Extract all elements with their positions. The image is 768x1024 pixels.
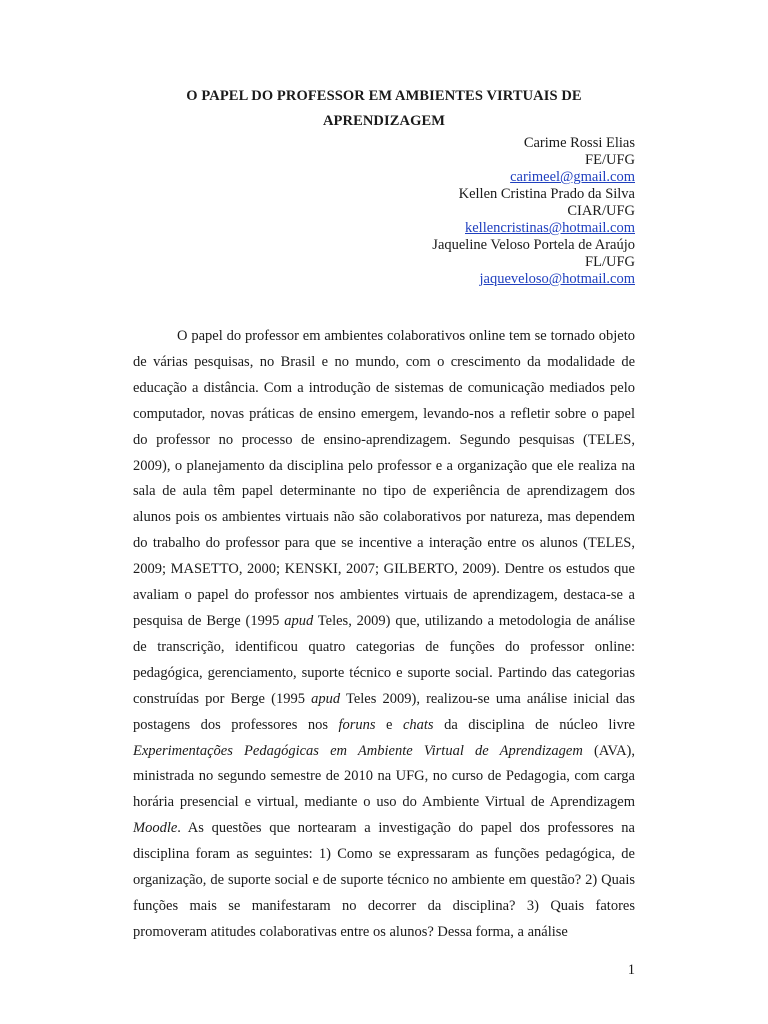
body-text-run: . As questões que nortearam a investigação do papel dos professores na disciplina foram as seguintes: 1) Como se expressaram as funções pedagógica, de organização, de suporte social e de suporte técnico no ambiente em questão? 2) Quais funções mais se manifestaram no decorrer da disciplina? 3) Quais fatores promoveram atitudes colaborativas entre os alunos? Dessa forma, a análise	[133, 820, 635, 940]
body-italic-run: apud	[284, 612, 314, 629]
body-text-run: Teles, 2009) que, utilizando a metodologia de análise de transcrição, identificou quatro categorias de funções do professor online: pedagógica, gerenciamento, suporte técnico e suporte social. Partindo das categorias construídas por Berge (1995	[133, 612, 636, 707]
body-text-run: da disciplina de núcleo livre	[433, 716, 635, 733]
author-email-link[interactable]: carimeel@gmail.com	[510, 169, 635, 185]
page-number: 1	[627, 962, 635, 978]
author-affiliation: FE/UFG	[585, 152, 635, 168]
author-email-link[interactable]: jaqueveloso@hotmail.com	[479, 271, 635, 287]
body-text-run: O papel do professor em ambientes colaborativos online tem se tornado objeto de várias pesquisas, no Brasil e no mundo, com o crescimento da modalidade de educação a distância. Com a introdução de sistemas de comunicação mediados pelo computador, novas práticas de ensino emergem, levando-nos a refletir sobre o papel do professor no processo de ensino-aprendizagem. Segundo pesquisas (TELES, 2009), o planejamento da disciplina pelo professor e a organização que ele realiza na sala de aula têm papel determinante no tipo de experiência de aprendizagem dos alunos pois os ambientes virtuais não são colaborativos por natureza, mas dependem do trabalho do professor para que se incentive a interação entre os alunos (TELES, 2009; MASETTO, 2000; KENSKI, 2007; GILBERTO, 2009). Dentre os estudos que avaliam o papel do professor nos ambientes virtuais de aprendizagem, destaca-se a pesquisa de Berge (1995	[133, 328, 635, 629]
author-name: Kellen Cristina Prado da Silva	[458, 186, 635, 202]
author-name: Jaqueline Veloso Portela de Araújo	[432, 237, 635, 253]
author-name: Carime Rossi Elias	[523, 135, 635, 151]
body-italic-run: Moodle	[133, 820, 178, 837]
body-italic-run: foruns	[338, 716, 376, 733]
body-italic-run: chats	[402, 716, 434, 733]
author-affiliation: FL/UFG	[585, 254, 635, 270]
body-italic-run: apud	[311, 690, 341, 707]
title-line-2: APRENDIZAGEM	[322, 113, 446, 129]
body-text-run: (AVA), ministrada no segundo semestre de 2010 na UFG, no curso de Pedagogia, com carga horária presencial e virtual, mediante o uso do Ambiente Virtual de Aprendizagem	[133, 742, 635, 811]
author-block	[432, 135, 635, 288]
body-italic-run: Experimentações Pedagógicas em Ambiente Virtual de Aprendizagem	[133, 742, 583, 759]
body-text-run: e	[375, 716, 403, 733]
author-email-link[interactable]: kellencristinas@hotmail.com	[465, 220, 635, 236]
body-text-run: Teles 2009), realizou-se uma análise inicial das postagens dos professores nos	[133, 690, 636, 733]
author-affiliation: CIAR/UFG	[567, 203, 635, 219]
body-paragraph	[133, 324, 635, 946]
document-title	[133, 84, 635, 134]
title-line-1: O PAPEL DO PROFESSOR EM AMBIENTES VIRTUAIS DE	[186, 88, 582, 104]
